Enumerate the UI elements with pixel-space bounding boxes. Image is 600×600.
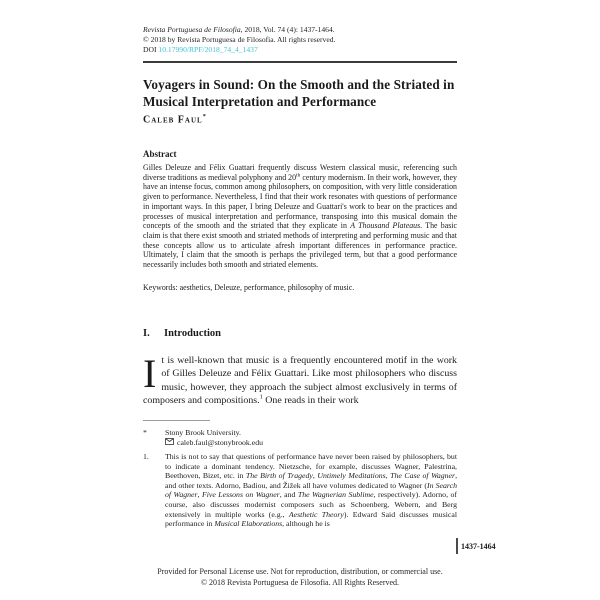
author-line	[143, 113, 457, 125]
page-title: Voyagers in Sound: On the Smooth and the Striated in Musical Interpretation and Performance	[143, 77, 455, 109]
footnote-1-number: 1.	[143, 452, 149, 461]
page-footer	[0, 566, 600, 588]
footnote-star-marker: *	[143, 428, 147, 437]
footnote-star	[143, 428, 457, 447]
header-divider	[143, 61, 457, 63]
intro-paragraph	[143, 351, 457, 408]
section-heading	[143, 328, 457, 339]
drop-cap: I	[143, 351, 157, 396]
author-name: Caleb Faul	[143, 114, 203, 126]
footnote-divider	[143, 420, 210, 421]
copyright-line: © 2018 by Revista Portuguesa de Filosofia. All rights reserved.	[143, 35, 336, 44]
abstract-heading: Abstract	[143, 149, 177, 159]
doi-label: DOI	[143, 45, 157, 54]
license-line: Provided for Personal License use. Not for reproduction, distribution, or commercial use.	[157, 567, 443, 576]
footer-copyright-line: © 2018 Revista Portuguesa de Filosofia. All Rights Reserved.	[200, 578, 400, 587]
section-title: Introduction	[164, 328, 221, 339]
doi-row	[143, 45, 457, 55]
abstract-body: Gilles Deleuze and Félix Guattari frequently discuss Western classical music, referencing such diverse traditions as medieval polyphony and 20th century modernism. In their work, however, they have an intense focus, common among philosophers, on composition, with very little consideration given to performance. Nevertheless, I find that their work resonates with questions of performance in important ways. In this paper, I bring Deleuze and Guattari's work to bear on the practices and processes of musical interpretation and performance, transposing into this musical domain the concepts of the smooth and the striated that they explicate in A Thousand Plateaus. The basic claim is that there exist smooth and striated methods of interpreting and performing music and that these concepts allow us to articulate afresh important differences in performance practice. Ultimately, I claim that the smooth is perhaps the privileged term, but that a good performance necessarily includes both smooth and striated elements.	[143, 163, 458, 270]
author-email-link[interactable]: caleb.faul@stonybrook.edu	[177, 437, 263, 447]
journal-header	[143, 25, 457, 55]
intro-text: t is well-known that music is a frequently encountered motif in the work of Gilles Deleuze and Félix Guattari. Like most philosophers who discuss music, however, they approach the subject almost exclusively in terms of composers and compositions.$^1$ One reads in their work	[143, 355, 457, 407]
keywords-line: Keywords: aesthetics, Deleuze, performance, philosophy of music.	[143, 283, 355, 292]
envelope-icon	[165, 438, 174, 448]
section-number: I.	[143, 328, 150, 339]
footnote-1	[143, 452, 457, 529]
journal-citation-line: Revista Portuguesa de Filosofia, 2018, Vol. 74 (4): 1437-1464.	[143, 25, 335, 34]
doi-link[interactable]: 10.17990/RPF/2018_74_4_1437	[158, 45, 258, 54]
author-affiliation: Stony Brook University.	[165, 428, 241, 437]
author-footnote-marker: *	[202, 113, 207, 120]
page-range-badge: 1437-1464	[456, 538, 496, 554]
footnote-1-text: This is not to say that questions of performance have never been raised by philosophers, but to indicate a dominant tendency. Nietzsche, for example, discusses Wagner, Palestrina, Beethoven, Bizet, etc. in The Birth of Tragedy, Untimely Meditations, The Case of Wagner, and other texts. Adorno, Badiou, and Žižek all have volumes dedicated to Wagner (In Search of Wagner, Five Lessons on Wagner, and The Wagnerian Sublime, respectively). Adorno, of course, also discusses modernist composers such as Schoenberg, Webern, and Berg extensively in multiple works (e.g., Aesthetic Theory). Edward Said discusses musical performance in Musical Elaborations, although he is	[165, 452, 458, 529]
